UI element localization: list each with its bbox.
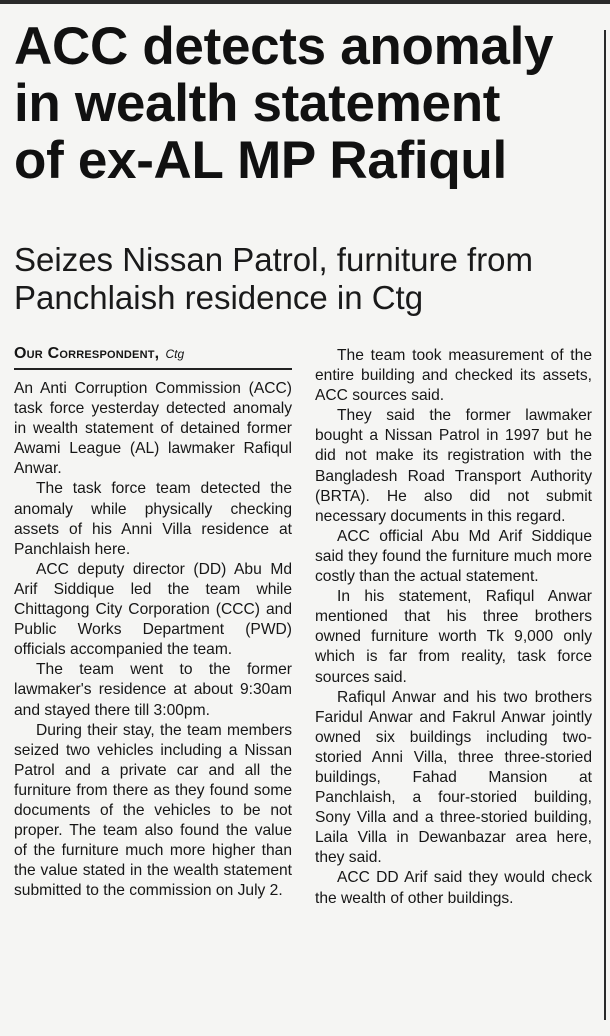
byline-location: Ctg	[165, 347, 185, 361]
subheadline-line-2: Panchlaish residence in Ctg	[14, 279, 424, 316]
byline-author: Our Correspondent,	[14, 345, 160, 362]
article-paragraph-10: Rafiqul Anwar and his two brothers Faridul Anwar and Fakrul Anwar jointly owned six buildings including two-storied Anni Villa, three three-storied buildings, Fahad Mansion at Panchlaish, a four-storied building, Sony Villa and a three-storied building, Laila Villa in Dewanbazar area here, they said.	[315, 688, 592, 867]
byline-divider	[14, 368, 292, 370]
headline	[14, 18, 604, 189]
byline	[14, 344, 292, 364]
subheadline-line-1: Seizes Nissan Patrol, furniture from	[14, 241, 534, 278]
article-paragraph-1: An Anti Corruption Commission (ACC) task force yesterday detected anomaly in wealth statement of detained former Awami League (AL) lawmaker Rafiqul Anwar.	[14, 380, 292, 478]
article-paragraph-2: The task force team detected the anomaly while physically checking assets of his Anni Villa residence at Panchlaish here.	[14, 480, 292, 558]
subheadline	[14, 241, 604, 317]
top-border	[0, 0, 610, 4]
article-paragraph-7: They said the former lawmaker bought a Nissan Patrol in 1997 but he did not make its registration with the Bangladesh Road Transport Authority (BRTA). He also did not submit necessary documents in this regard.	[315, 407, 592, 525]
article-paragraph-3: ACC deputy director (DD) Abu Md Arif Siddique led the team while Chittagong City Corporation (CCC) and Public Works Department (PWD) officials accompanied the team.	[14, 560, 292, 659]
headline-line-3: of ex-AL MP Rafiqul	[14, 131, 507, 190]
article-column-right	[315, 346, 592, 909]
article-paragraph-4: The team went to the former lawmaker's residence at about 9:30am and stayed there till 3:00pm.	[14, 661, 292, 719]
headline-line-2: in wealth statement	[14, 74, 501, 133]
article-paragraph-9: In his statement, Rafiqul Anwar mentioned that his three brothers owned furniture worth Tk 9,000 only which is far from reality, task force sources said.	[315, 588, 592, 686]
article-paragraph-11: ACC DD Arif said they would check the wealth of other buildings.	[315, 869, 592, 907]
article-column-left	[14, 379, 292, 901]
headline-line-1: ACC detects anomaly	[14, 17, 554, 76]
right-border	[604, 30, 606, 1020]
article-paragraph-5: During their stay, the team members seized two vehicles including a Nissan Patrol and a private car and all the furniture from there as they found some documents of the vehicles to be not proper. The team also found the value of the furniture much more higher than the value stated in the wealth statement submitted to the commission on July 2.	[14, 721, 292, 900]
article-paragraph-8: ACC official Abu Md Arif Siddique said they found the furniture much more costly than the actual statement.	[315, 527, 592, 586]
article-paragraph-6: The team took measurement of the entire building and checked its assets, ACC sources said.	[315, 347, 592, 405]
